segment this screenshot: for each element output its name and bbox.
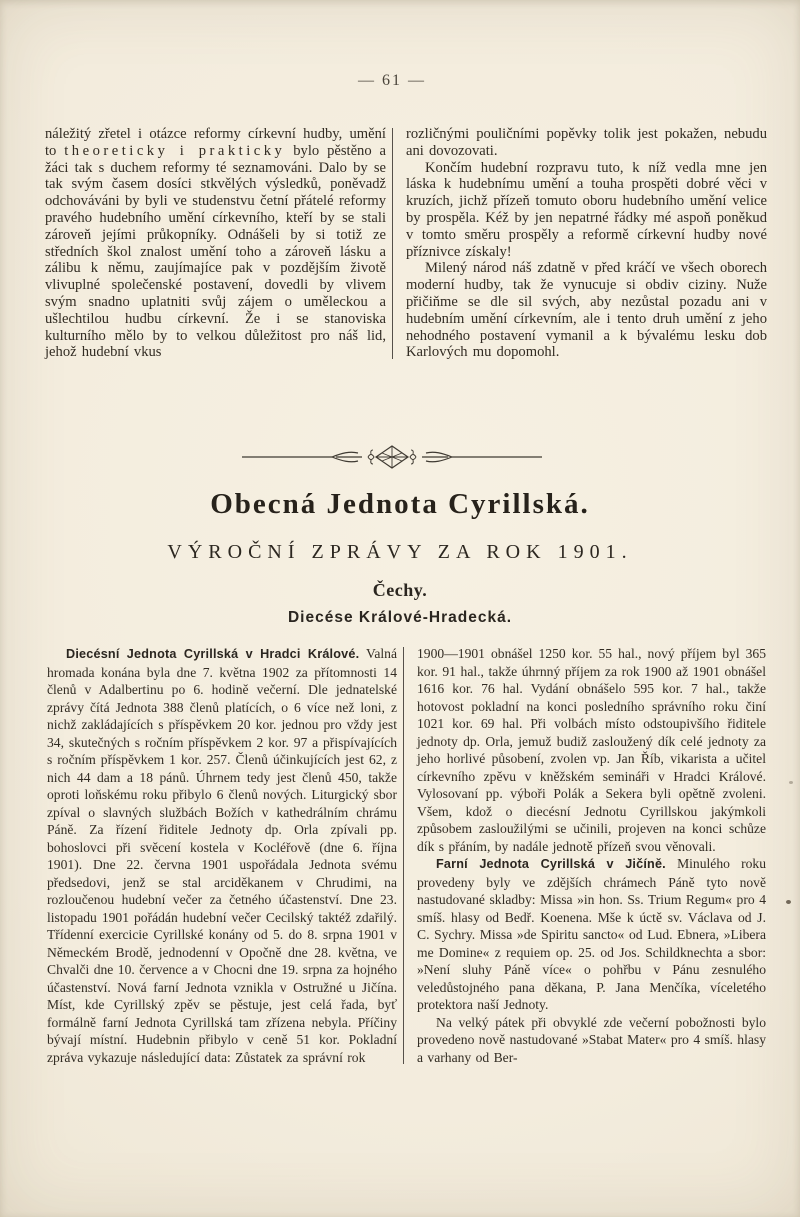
page-number: — 61 — — [358, 72, 426, 89]
ink-speck — [789, 781, 793, 784]
report-paragraph — [47, 645, 397, 1066]
section-subtitle: VÝROČNÍ ZPRÁVY ZA ROK 1901. — [167, 541, 633, 563]
letterspaced-emphasis: theoreticky i prakticky — [64, 142, 286, 159]
report-right-column — [417, 645, 766, 1066]
region-heading: Čechy. — [372, 580, 428, 600]
essay-right-column — [406, 126, 767, 361]
essay-section — [45, 126, 767, 361]
essay-left-column — [45, 126, 386, 361]
section-divider-ornament — [0, 444, 784, 470]
essay-paragraph — [45, 126, 386, 361]
report-paragraph: 1900—1901 obnášel 1250 kor. 55 hal., nový příjem byl 365 kor. 91 hal., takže úhrnný příjem za rok 1900 až 1901 obnášel 1616 kor. 76 hal. Vydání obnášelo 595 kor. 7 hal., takže hotovost pokladní na konci posledního správního roku činí 1021 kor. 69 hal. Při volbách místo odstoupivšího řiditele jednoty dp. Orla, jemuž budiž zasloužený dík celé jednoty za jeho horlivé působení, zvolen vp. Jan Říb, vikarista a učitel církevního zpěvu v kněžském semináři v Hradci Králové. Vylosovaní pp. výboři Polák a Sekera byli opětně zvoleni. Všem, kdož o diecésní Jednotu Cyrillskou jakýmkoli způsobem zasloužilými se učinili, projeven na konci schůze dík s přáním, by nadále jednotě přízeň svou věnovali. — [417, 646, 766, 854]
column-divider-rule — [403, 647, 404, 1064]
report-paragraph: Na velký pátek při obvyklé zde večerní pobožnosti bylo provedeno nově nastudované »Stabat Mater« pro 4 smíš. hlasy a varhany od Ber- — [417, 1014, 766, 1065]
report-text: Minulého roku provedeny byly ve zdějších chrámech Páně tyto nově nastudované skladby: Missa »in hon. Ss. Trium Regum« pro 4 smíš. hlasy od Bedř. Koenena. Mše k úctě sv. Václava od J. C. Sychry. Missa »de Spiritu sancto« od Lud. Ebnera, »Libera me Domine« z requiem op. 25. od Jos. Schildknechta a sbor: »Není sluhy Páně více« o pohřbu v Pánu zesnulého veledůstojného pana děkana, P. Jana Menčíka, víceletého protektora naší Jednoty. — [417, 856, 766, 1012]
essay-paragraph: Milený národ náš zdatně v před kráčí ve všech oborech moderní hudby, tak že vynucuje si obdiv ciziny. Nuže přičiňme se dle sil svých, aby nezůstal pozadu ani v hudebním umění církevním, ale i tento druh umění z jeho nehodného postavení vymanil a k bývalému lesku dob Karlových mu dopomohl. — [406, 260, 767, 361]
report-paragraph — [417, 855, 766, 1014]
diocese-heading: Diecése Králové-Hradecká. — [287, 609, 513, 626]
paragraph-lead-bold: Diecésní Jednota Cyrillská v Hradci Králové. — [66, 647, 360, 661]
essay-paragraph: rozličnými pouličními popěvky tolik jest pokažen, nebudu ani dovozovati. — [406, 126, 767, 159]
report-left-column — [47, 645, 397, 1066]
report-section — [47, 645, 766, 1066]
flourish-icon — [242, 444, 542, 470]
ink-speck — [786, 900, 791, 904]
column-divider-rule — [392, 128, 393, 359]
paragraph-lead-bold: Farní Jednota Cyrillská v Jičíně. — [436, 857, 666, 871]
essay-text: bylo pěstěno a žáci tak s duchem reformy té seznamováni. Dalo by se tak svým časem dosíci stkvělých výsledků, poněvadž odchováváni by byli ve studenstvu četní přátelé reformy pravého hudebního umění církevního, kteří by se stali zároveň jejími průkopníky. Odnášeli by si totiž ze středních škol znalost umění toho a zároveň lásku a zálibu k němu, zaujímajíce pak v pozdějším životě vlivuplné společenské postavení, dovedli by vlivem svým snadno uplatniti svůj zájem o uměleckou a ušlechtilou hudbu církevní. Že i se stanoviska kulturního mělo by to velkou důležitost pro náš lid, jehož hudební vkus — [45, 142, 387, 361]
report-text: Valná hromada konána byla dne 7. května 1902 za přítomnosti 14 členů v Adalbertinu po 6. hodině večerní. Dle jednatelské zprávy čítá Jednota 388 členů platících, o 6 více než loni, z nichž zakládajících s příspěvkem 20 kor. jednou pro vždy jest 34, skutečných s ročním příspěvkem 2 kor. 97 a přispívajících s ročním příspěvkem 1 kor. 257. Členů účinkujících jest 62, z nich 44 dam a 18 pánů. Úhrnem tedy jest členů 450, takže oproti loňskému roku přibylo 6 členů nových. Liturgický sbor zpíval o slavných službách Božích v kathedrálním chrámu Páně. Za řízení řiditele Jednoty dp. Orla zpívali pp. bohoslovci při svěcení kostela v Kocléřově (dne 6. října 1901). Dne 22. června 1901 uspořádala Jednota svému předsedovi, jenž se stal arciděkanem v Chrudimi, na rozloučenou hudební večer za četného účastenství. Dne 23. listopadu 1901 pořádán hudební večer Cecilský taktéž zdařilý. Třídenní exercicie Cyrillské konány od 5. do 8. srpna 1901 v Německém Brodě, jednodenní v Opočně dne 28. května, ve Chvalči dne 10. července a v Chocni dne 19. srpna za hojného účastenství. Nová farní Jednota vznikla v Ostružné u Jičína. Míst, kde Cyrillský zpěv se pěstuje, jest celá řada, byť formálně farní Jednota Cyrillská tam zřízena nebyla. Příčiny bývají místní. Hudebnin přibylo v ceně 51 kor. Pokladní zpráva vykazuje následující data: Zůstatek za správní rok — [47, 646, 397, 1065]
essay-paragraph: Končím hudební rozpravu tuto, k níž vedla mne jen láska k hudebnímu umění a touha prospěti dobré věci v kruzích, jichž přízeň tomuto oboru hudebního umění velice by prospěla. Kéž by jen nepatrné řádky mé aspoň poněkud v tomto směru prospěly a reformě církevní hudby nové příznivce získaly! — [406, 159, 767, 260]
section-title: Obecná Jednota Cyrillská. — [210, 488, 590, 520]
essay-text: náležitý zřetel i otázce reformy církevní hudby, umění to — [45, 126, 386, 159]
